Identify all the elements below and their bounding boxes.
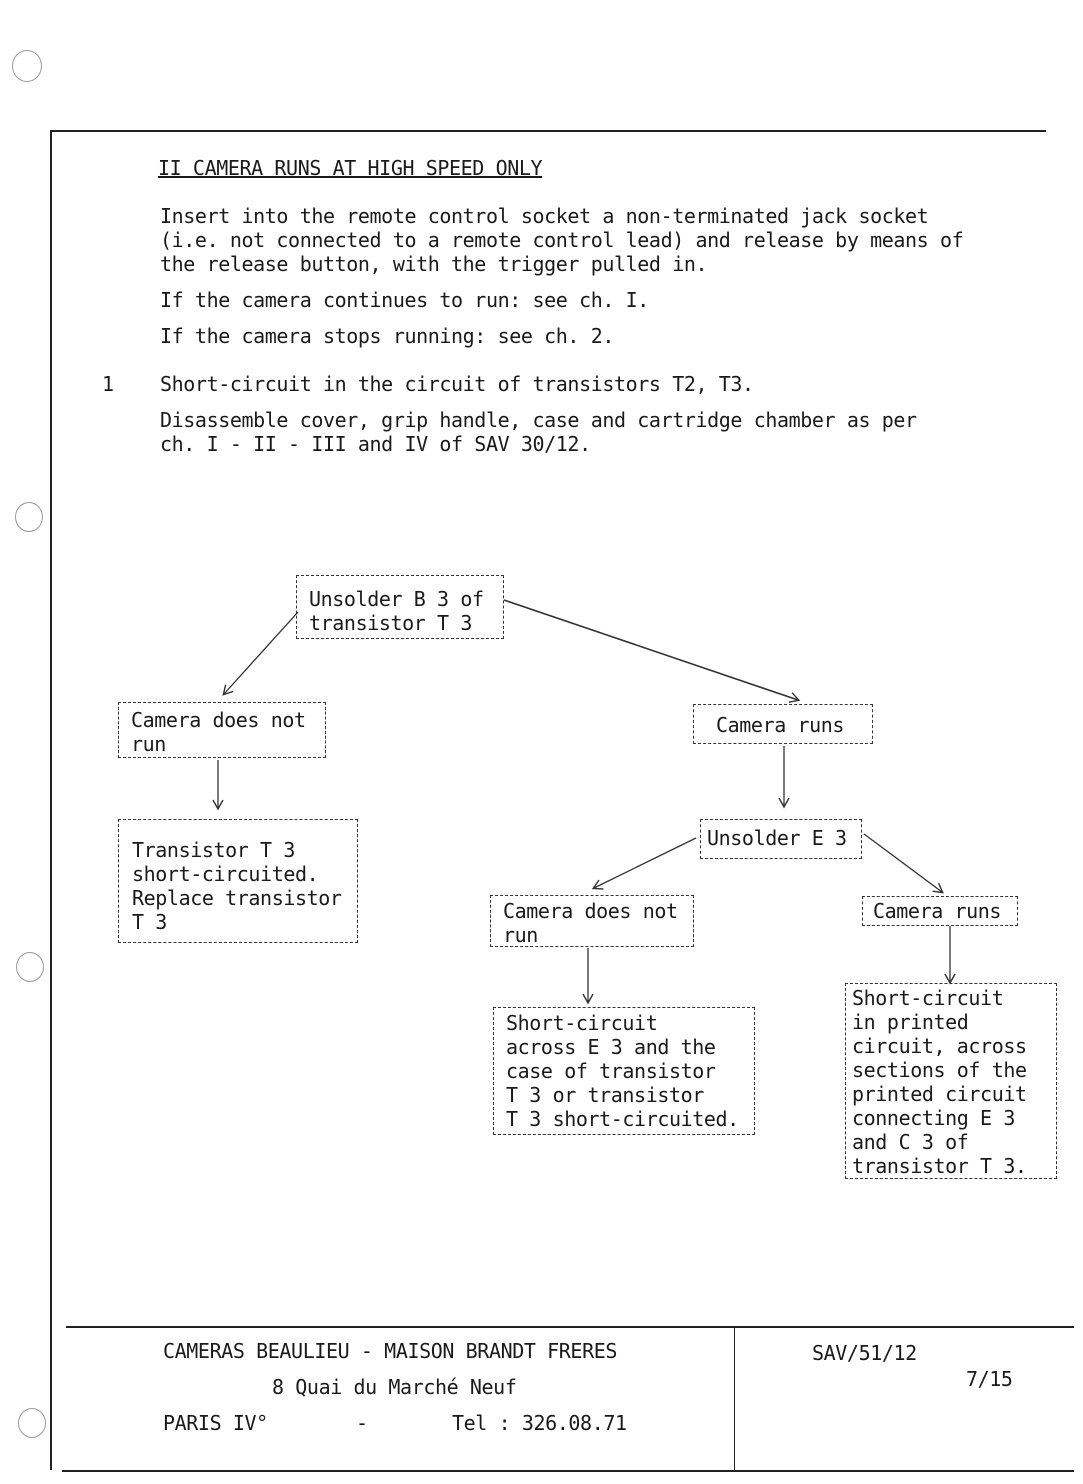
flow-text: short-circuited. [132,862,319,886]
flow-box-far-result [862,896,1018,926]
flow-box-left-result [118,702,326,758]
flow-text: sections of the [852,1058,1027,1082]
footer-doc-ref: SAV/51/12 [812,1341,917,1365]
footer-divider [734,1328,735,1470]
section-heading: II CAMERA RUNS AT HIGH SPEED ONLY [158,156,543,180]
arrow-unsolder-e3-to-mid-result [594,838,696,888]
item-title: Short-circuit in the circuit of transistors T2, T3. [160,372,754,396]
flow-text: Short-circuit [506,1011,658,1035]
item-body-line-1: Disassemble cover, grip handle, case and cartridge chamber as per [160,408,917,432]
flow-text: T 3 short-circuited. [506,1107,739,1131]
flow-text: Unsolder B 3 of [309,587,484,611]
flow-box-left-conclusion [118,819,358,943]
flow-text: run [503,923,538,947]
flow-text: transistor T 3. [852,1154,1027,1178]
flow-text: across E 3 and the [506,1035,716,1059]
flow-text: Replace transistor [132,886,342,910]
flow-text: connecting E 3 [852,1106,1015,1130]
if-stops-text: If the camera stops running: see ch. 2. [160,324,614,348]
arrow-start-to-right-result [504,600,798,700]
footer-company: CAMERAS BEAULIEU - MAISON BRANDT FRERES [163,1339,617,1363]
flow-box-far-conclusion [845,983,1057,1179]
footer-city: PARIS IV° [163,1411,268,1435]
flow-text: Transistor T 3 [132,838,295,862]
footer-tel: Tel : 326.08.71 [452,1411,627,1435]
intro-line-1: Insert into the remote control socket a non-terminated jack socket [160,204,929,228]
flow-box-right-result [693,704,873,744]
flow-box-unsolder-e3 [700,819,862,859]
flow-text: Camera runs [873,899,1002,923]
arrow-start-to-left-result [224,612,298,694]
flow-text: Unsolder E 3 [707,826,847,850]
footer-address: 8 Quai du Marché Neuf [272,1375,517,1399]
item-body-line-2: ch. I - II - III and IV of SAV 30/12. [160,432,591,456]
flow-box-mid-result [490,895,694,947]
flow-text: in printed [852,1010,969,1034]
intro-line-2: (i.e. not connected to a remote control lead) and release by means of [160,228,964,252]
arrow-unsolder-e3-to-far-result [864,834,942,892]
flow-text: printed circuit [852,1082,1027,1106]
flow-text: and C 3 of [852,1130,969,1154]
footer-page-number: 7/15 [966,1367,1013,1391]
flow-box-unsolder-b3 [296,575,504,639]
flow-text: T 3 or transistor [506,1083,704,1107]
flow-text: case of transistor [506,1059,716,1083]
flow-text: run [131,732,166,756]
flow-text: Camera does not [131,708,306,732]
footer-dash: - [356,1411,368,1435]
footer-top-rule [66,1326,1074,1328]
flow-text: Camera does not [503,899,678,923]
flow-text: transistor T 3 [309,611,472,635]
flow-box-mid-conclusion [493,1007,755,1135]
flow-text: circuit, across [852,1034,1027,1058]
intro-line-3: the release button, with the trigger pulled in. [160,252,708,276]
if-continues-text: If the camera continues to run: see ch. I. [160,288,649,312]
flow-text: Short-circuit [852,986,1004,1010]
flow-text: T 3 [132,910,167,934]
item-number: 1 [102,372,114,396]
flow-text: Camera runs [716,713,845,737]
